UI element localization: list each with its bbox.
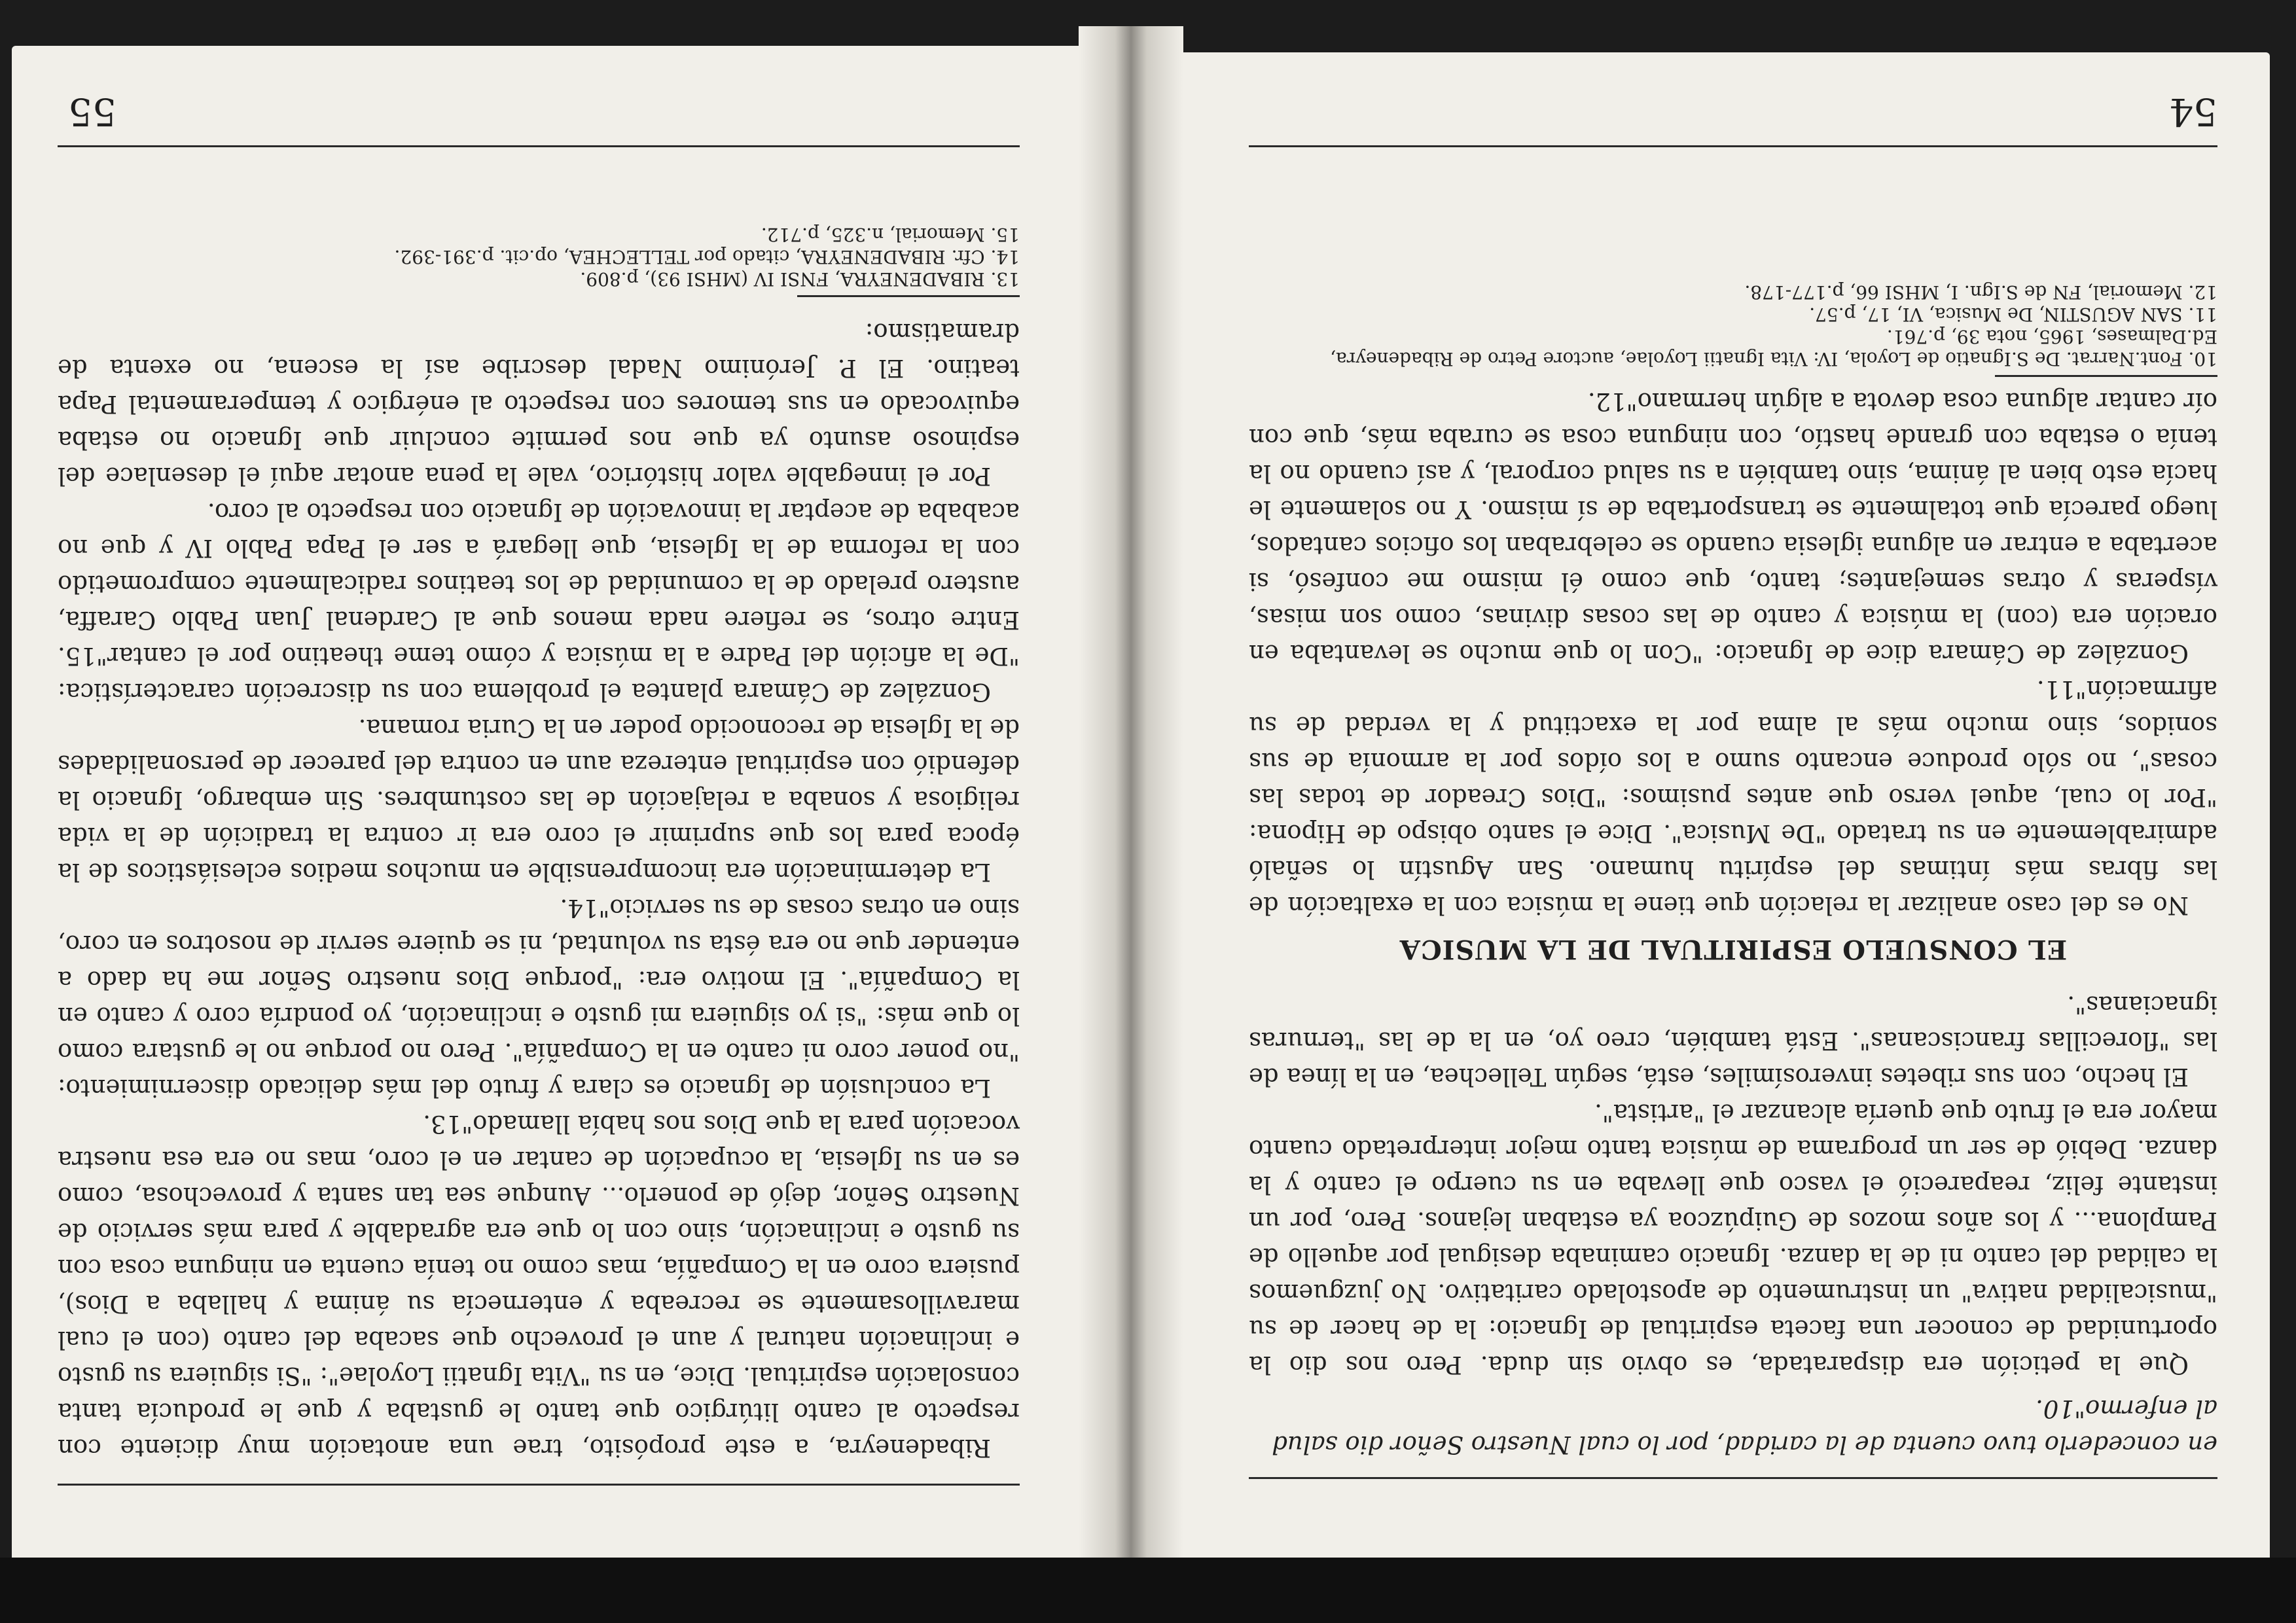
paragraph: Ribadeneyra, a este propósito, trae una anotación muy diciente con respecto al canto litúrgico que tanto le gustaba y que le producía tanta consolación espiritual. Dice, en su "Vita Ignatii Loyolae": "Si siguiera su gusto e inclinación natural y aun el provecho que sacaba del canto (con el cual maravillosamente se recreaba y enternecía su ánima y hallaba a Dios), pusiera coro en la Compañía, mas como no tenía cuenta en ninguna cosa con su gusto e inclinación, sino con lo que era agradable y para más servicio de Nuestro Señor, dejó de ponerlo... Aunque sea tan santa y provechosa, como es en su Iglesia, la ocupación de cantar en el coro, mas no era esa nuestra vocación para la que Dios nos había llamado"13.: [58, 1110, 1020, 1462]
footnote: 15. Memorial, n.325, p.712.: [761, 224, 1020, 245]
page-55-body: [58, 223, 1020, 1466]
paragraph: La determinación era incomprensible en muchos medios eclesiásticos de la época para los que suprimir el coro era ir contra la tradición de la vida religiosa y sonaba a relajación de las costumbres. Sin embargo, Ignacio la defendió con espiritual entereza aun en contra del parecer de personalidades de la Iglesia de reconocido poder en la Curia romana.: [58, 714, 1020, 886]
footnote: 14. Cfr. RIBADENEYRA, citado por TELLECHEA, op.cit. p.391-392.: [394, 246, 1020, 268]
book-spine-gutter: [1079, 26, 1183, 1597]
page-54: [1157, 52, 2270, 1577]
quote-fragment: en concederlo tuvo cuenta de la caridad, por lo cual Nuestro Señor dio salud al enfermo"10.: [1272, 1395, 2217, 1459]
bottom-rule: [1249, 145, 2217, 147]
section-heading: EL CONSUELO ESPIRITUAL DE LA MUSICA: [1399, 934, 2068, 965]
page-55: [12, 46, 1124, 1584]
paragraph: González de Cámara plantea el problema con su discreción característica: "De la afición del Padre a la música y cómo teme theatino por el cantar"15. Entre otros, se refiere nada menos que al Cardenal Juan Pablo Caraffa, austero prelado de la comunidad de los teatinos radicalmente comprometido con la reforma de la Iglesia, que llegará a ser el Papa Pablo IV y que no acababa de aceptar la innovación de Ignacio con respecto al coro.: [58, 498, 1020, 706]
page-54-body: [1249, 281, 2217, 1463]
paragraph: El hecho, con sus ribetes inverosímiles, está, según Tellechea, en la línea de las "florecillas franciscanas". Está también, creo yo, en la de las "ternuras ignacianas".: [1249, 991, 2217, 1091]
scanner-edge-shadow: [0, 1558, 2296, 1623]
top-rule: [1249, 1477, 2217, 1479]
top-rule: [58, 1484, 1020, 1486]
footnote: 10. Font.Narrat. De S.Ignatio de Loyola, IV: Vita Ignatii Loyolae, auctore Petro de Ribadeneyra, Ed.Dalmases, 1965, nota 39, p.761.: [1330, 326, 2217, 370]
footnote: 11. SAN AGUSTIN, De Musica, VI, 17, p.57.: [1809, 304, 2217, 325]
paragraph: Que la petición era disparatada, es obvio sin duda. Pero nos dio la oportunidad de conocer una faceta espiritual de Ignacio: la de hacer de su "musicalidad nativa" un instrumento de apostolado caritativo. No juzguemos la calidad del canto ni de la danza. Ignacio caminaba desigual por aquello de Pamplona... y los años mozos de Guipúzcoa ya estaban lejanos. Pero, por un instante feliz, reapareció el vasco que llevaba en su cuerpo el canto y la danza. Debió de ser un programa de música tanto mejor interpretado cuanto mayor era el fruto que quería alcanzar el "artista".: [1249, 1099, 2217, 1379]
paragraph: La conclusión de Ignacio es clara y fruto del más delicado discernimiento: "no poner coro ni canto en la Compañía". Pero no porque no le gustara como lo que más: "si yo siguiera mi gusto e inclinación, yo pondría coro y canto en la Compañía". El motivo era: "porque Dios nuestro Señor me ha dado a entender que no era ésta su voluntad, ni se quiere servir de nosotros en coro, sino en otras cosas de su servicio"14.: [58, 894, 1020, 1102]
footnote-rule: [1995, 375, 2217, 377]
paragraph: González de Cámara dice de Ignacio: "Con lo que mucho se levantaba en oración era (con) la música y canto de las cosas divinas, como son misas, vísperas y otras semejantes; tanto, que como él mismo me confesó, si acertaba a entrar en alguna iglesia cuando se celebraban los oficios cantados, luego parecía que totalmente se transportaba de sí mismo. Y no solamente le hacía esto bien al ánima, sino también a su salud corporal, y así cuando no la tenía o estaba con grande hastío, con ninguna cosa se curaba más, que con oír cantar alguna cosa devota a algún hermano"12.: [1249, 387, 2217, 668]
bottom-rule: [58, 145, 1020, 147]
footnote-rule: [797, 295, 1020, 297]
paragraph: Por el innegable valor histórico, vale la pena anotar aquí el desenlace del espinoso asunto ya que nos permite concluir que Ignacio no estaba equivocado en sus temores con respecto al enérgico y temperamental Papa teatino. El P. Jerónimo Nadal describe así la escena, no exenta de dramatismo:: [58, 318, 1020, 490]
footnote: 12. Memorial, FN de S.Ign. I, MHSI 66, p.177-178.: [1744, 281, 2217, 303]
page-number: 55: [68, 90, 117, 134]
footnote: 13. RIBADENEYRA, FNSI IV (MHSI 93), p.809.: [580, 268, 1020, 290]
page-number: 54: [2169, 90, 2217, 134]
paragraph: No es del caso analizar la relación que tiene la música con la exaltación de las fibras más íntimas del espíritu humano. San Agustín lo señaló admirablemente en su tratado "De Musica". Dice el santo obispo de Hipona: "Por lo cual, aquel verso que antes pusimos: "Dios Creador de todas las cosas", no sólo produce encanto sumo a los oídos por la armonía de sus sonidos, sino mucho más al alma por la exactitud y la verdad de su afirmación"11.: [1249, 675, 2217, 919]
